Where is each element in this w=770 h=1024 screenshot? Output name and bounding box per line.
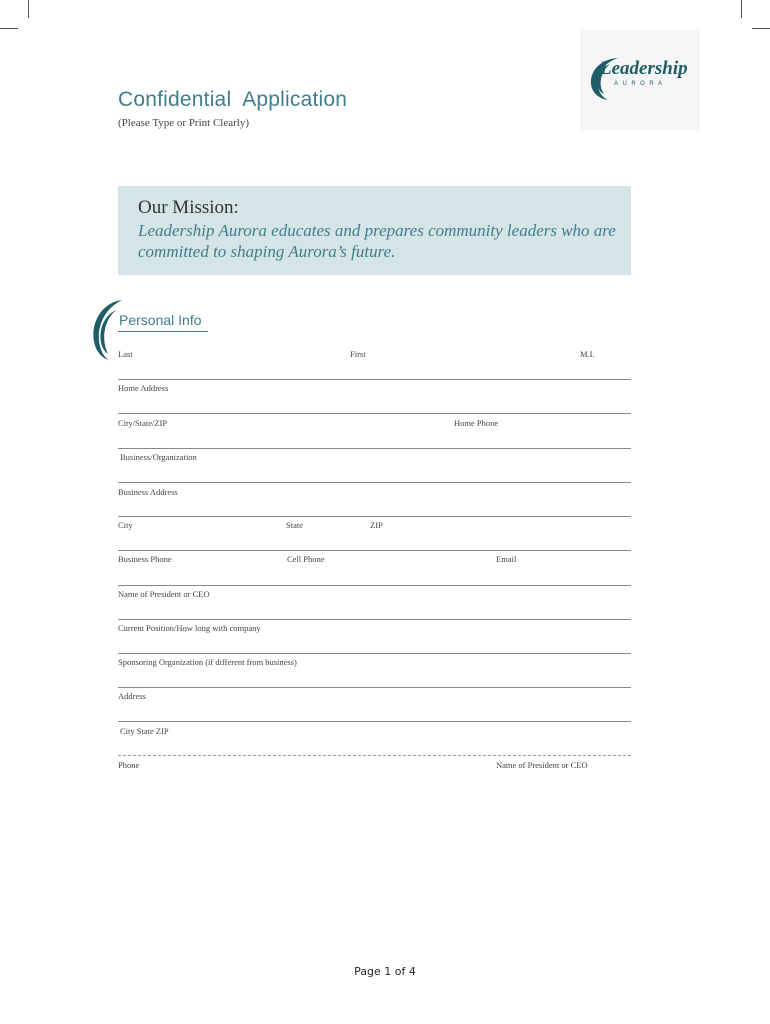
field-label-cell-phone: Cell Phone xyxy=(287,554,325,564)
field-line[interactable] xyxy=(118,619,631,620)
page-number: Page 1 of 4 xyxy=(354,965,416,978)
field-line[interactable] xyxy=(118,448,631,449)
field-line[interactable] xyxy=(118,653,631,654)
section-title: Personal Info xyxy=(119,312,202,328)
logo-subword: AURORA xyxy=(614,81,667,87)
logo-word: Leadership xyxy=(600,58,688,79)
mission-statement: Leadership Aurora educates and prepares community leaders who are committed to shaping Aurora’s future. xyxy=(138,221,616,261)
section-underline xyxy=(118,331,208,332)
field-label-email: Email xyxy=(496,554,517,564)
field-label-phone: Phone xyxy=(118,760,140,770)
field-label-business-phone: Business Phone xyxy=(118,554,172,564)
crop-mark xyxy=(28,0,29,18)
field-line[interactable] xyxy=(118,482,631,483)
field-label-last: Last xyxy=(118,349,133,359)
page-title: Confidential Application xyxy=(118,88,348,111)
field-label-address: Address xyxy=(118,691,146,701)
mission-box xyxy=(118,186,631,275)
field-label-home-address: Home Address xyxy=(118,383,169,393)
field-label-home-phone: Home Phone xyxy=(454,418,499,428)
mission-heading: Our Mission: xyxy=(138,197,239,218)
field-line[interactable] xyxy=(118,755,631,756)
field-label-city: City xyxy=(118,520,133,530)
field-label-first: First xyxy=(350,349,366,359)
field-line[interactable] xyxy=(118,721,631,722)
page-subtitle: (Please Type or Print Clearly) xyxy=(118,117,249,129)
field-line[interactable] xyxy=(118,379,631,380)
field-label-mi: M.I. xyxy=(580,349,595,359)
crop-mark xyxy=(741,0,742,18)
field-label-city-state-zip: City/State/ZIP xyxy=(118,418,168,428)
crop-mark xyxy=(0,28,18,29)
leadership-aurora-logo xyxy=(580,30,700,130)
field-label-state: State xyxy=(286,520,303,530)
field-label-sponsoring-organization: Sponsoring Organization (if different from business) xyxy=(118,657,297,667)
field-label-business-address: Business Address xyxy=(118,487,178,497)
field-line[interactable] xyxy=(118,687,631,688)
field-label-current-position: Current Position/How long with company xyxy=(118,623,261,633)
field-label-president-ceo: Name of President or CEO xyxy=(118,589,210,599)
field-label-business-organization: Business/Organization xyxy=(120,452,197,462)
field-line[interactable] xyxy=(118,585,631,586)
field-label-president-ceo-2: Name of President or CEO xyxy=(496,760,588,770)
field-label-city-state-zip-2: City State ZIP xyxy=(120,726,169,736)
field-line[interactable] xyxy=(118,550,631,551)
field-label-zip: ZIP xyxy=(370,520,383,530)
field-line[interactable] xyxy=(118,413,631,414)
field-line[interactable] xyxy=(118,516,631,517)
logo-swoosh-icon xyxy=(580,30,700,130)
crop-mark xyxy=(752,28,770,29)
